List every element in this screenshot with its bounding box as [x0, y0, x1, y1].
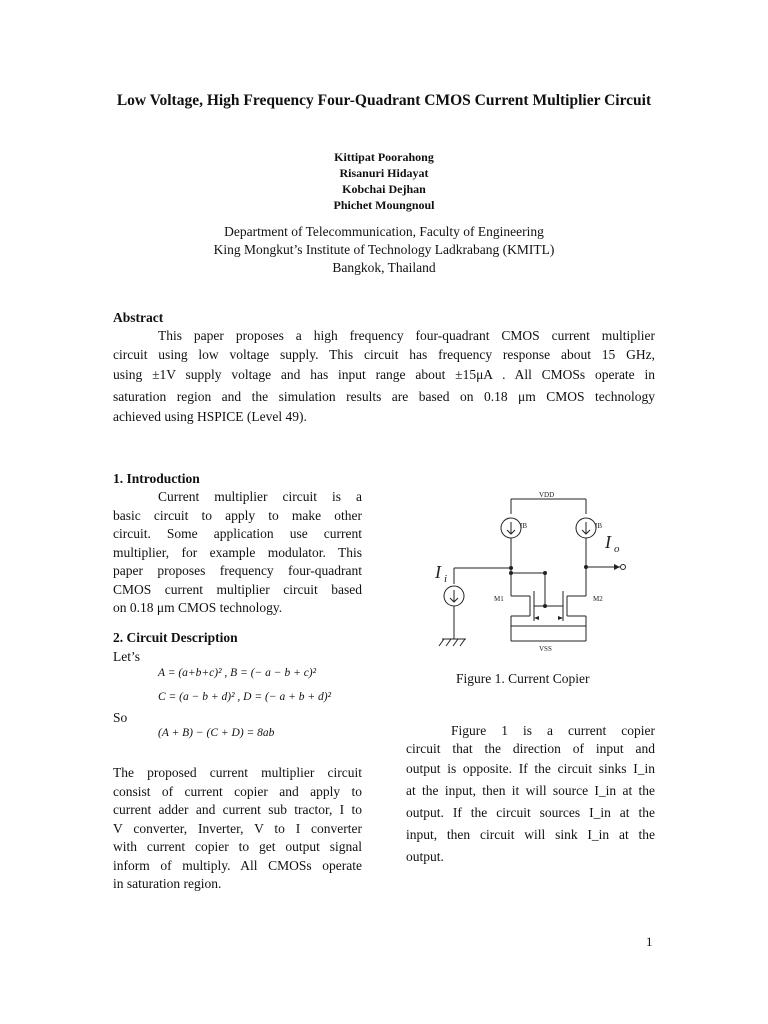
author-list [200, 149, 568, 213]
output-current-subscript: o [614, 543, 620, 555]
input-current-label: I [435, 562, 441, 582]
fig-desc-line: Figure 1 is a current copier [451, 723, 655, 738]
intro-line: multiplier, for example modulator. This [113, 544, 362, 560]
figure-description [406, 722, 655, 868]
affiliation-line: Department of Telecommunication, Faculty of Engineering [224, 224, 544, 239]
m2-label: M2 [593, 595, 603, 603]
abstract-line: saturation region and the simulation results are based on 0.18 μm CMOS technology [113, 388, 655, 404]
ib-right-label: IB [595, 522, 602, 530]
fig-desc-line: output is opposite. If the circuit sinks I_in [406, 761, 655, 776]
intro-line: circuit. Some application use current [113, 526, 362, 541]
abstract-heading: Abstract [113, 310, 164, 325]
fig-desc-line: output. [406, 849, 444, 864]
abstract-line: achieved using HSPICE (Level 49). [113, 409, 307, 424]
paper-title: Low Voltage, High Frequency Four-Quadrant CMOS Current Multiplier Circuit [116, 92, 652, 109]
author-name: Kittipat Poorahong [334, 150, 434, 164]
introduction-heading: 1. Introduction [113, 471, 200, 486]
fig-desc-line: at the input, then it will source I_in at the [406, 783, 655, 798]
circuit-description-heading: 2. Circuit Description [113, 630, 238, 645]
input-current-subscript: i [444, 573, 448, 585]
vdd-label: VDD [539, 491, 555, 499]
author-name: Kobchai Dejhan [342, 182, 426, 196]
m1-label: M1 [494, 595, 504, 603]
affiliation [140, 223, 628, 277]
abstract-line: circuit using low voltage supply. This circuit has frequency response about 15 GHz, [113, 346, 655, 362]
equation-ab: A = (a+b+c)² , B = (− a − b + c)² [158, 667, 317, 679]
desc-line: current adder and current sub tractor, I to [113, 802, 362, 817]
desc-line: V converter, Inverter, V to I converter [113, 820, 362, 836]
page-number: 1 [646, 934, 653, 949]
circuit-description-body [113, 764, 362, 894]
author-name: Phichet Moungnoul [333, 198, 435, 212]
fig-desc-line: input, then circuit will sink I_in at the [406, 827, 655, 842]
fig-desc-line: circuit that the direction of input and [406, 741, 655, 756]
intro-line: on 0.18 μm CMOS technology. [113, 600, 283, 615]
ib-left-label: IB [520, 522, 527, 530]
fig-desc-line: output. If the circuit sources I_in at the [406, 805, 655, 820]
desc-line: The proposed current multiplier circuit [113, 765, 362, 780]
intro-line: basic circuit to apply to make other [113, 507, 362, 523]
desc-line: in saturation region. [113, 876, 222, 891]
equation-cd: C = (a − b + d)² , D = (− a + b + d)² [158, 691, 332, 703]
desc-line: inform of multiply. All CMOSs operate [113, 857, 362, 873]
intro-line: paper proposes frequency four-quadrant [113, 563, 362, 578]
intro-line: Current multiplier circuit is a [158, 489, 362, 504]
vss-label: VSS [539, 645, 552, 653]
desc-line: with current copier to get output signal [113, 839, 362, 854]
author-name: Risanuri Hidayat [339, 166, 429, 180]
affiliation-line: Bangkok, Thailand [332, 260, 436, 275]
abstract-line: using ±1V supply voltage and has input range about ±15μA . All CMOSs operate in [113, 367, 655, 382]
output-current-label: I [605, 532, 611, 552]
so-label: So [113, 710, 128, 725]
figure-caption: Figure 1. Current Copier [456, 671, 590, 686]
intro-line: CMOS current multiplier circuit based [113, 581, 362, 597]
abstract-line: This paper proposes a high frequency four-quadrant CMOS current multiplier [158, 328, 655, 343]
affiliation-line: King Mongkut’s Institute of Technology Ladkrabang (KMITL) [213, 242, 555, 257]
introduction-body [113, 488, 362, 618]
desc-line: consist of current copier and apply to [113, 783, 362, 799]
lets-label: Let’s [113, 649, 140, 664]
equation-result: (A + B) − (C + D) = 8ab [158, 727, 275, 739]
current-copier-schematic [420, 485, 670, 660]
abstract-body [113, 327, 655, 427]
